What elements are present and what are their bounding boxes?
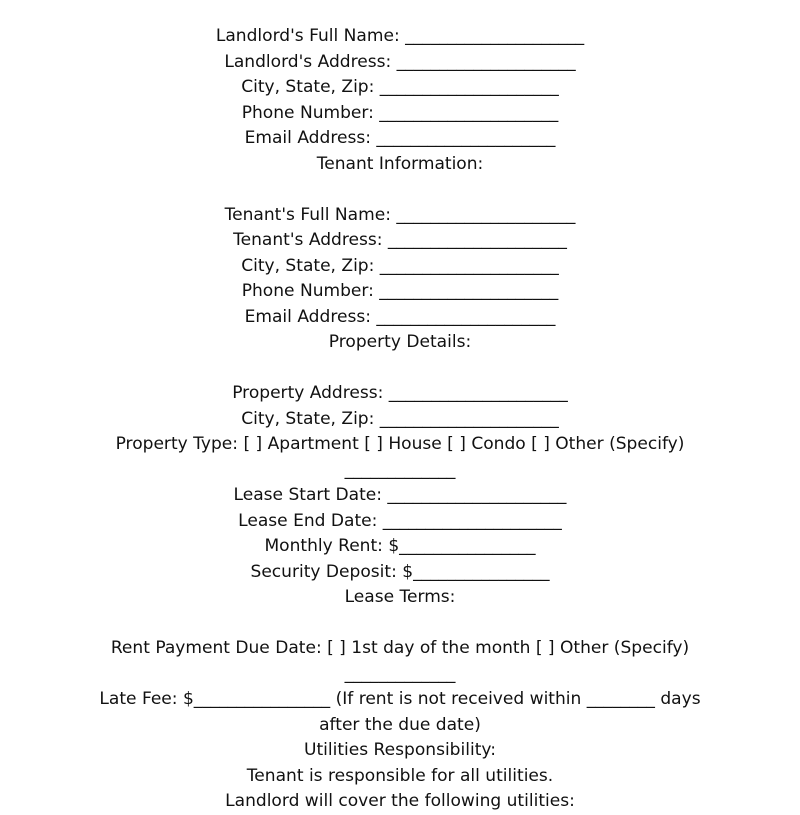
property-details-heading: Property Details: — [328, 332, 472, 352]
property-type-options[interactable]: Property Type: [ ] Apartment [ ] House [ ] Condo [ ] Other (Specify) — [115, 434, 685, 454]
property-address-field[interactable]: Property Address: _____________________ — [232, 383, 568, 403]
tenant-address-field[interactable]: Tenant's Address: _____________________ — [233, 230, 567, 250]
property-city-state-zip-field[interactable]: City, State, Zip: _____________________ — [241, 408, 559, 429]
tenant-full-name-field[interactable]: Tenant's Full Name: _____________________ — [224, 204, 576, 225]
utilities-landlord-line: Landlord will cover the following utilities: — [225, 791, 575, 811]
tenant-city-state-zip-field[interactable]: City, State, Zip: _____________________ — [241, 255, 559, 276]
lease-terms-heading: Lease Terms: — [344, 587, 456, 607]
tenant-phone-field[interactable]: Phone Number: _____________________ — [241, 281, 559, 301]
security-deposit-field[interactable]: Security Deposit: $________________ — [250, 561, 550, 582]
lease-start-date-field[interactable]: Lease Start Date: _____________________ — [233, 485, 567, 505]
tenant-email-field[interactable]: Email Address: _____________________ — [244, 306, 556, 327]
utilities-tenant-line: Tenant is responsible for all utilities. — [246, 765, 554, 786]
rent-due-date-options[interactable]: Rent Payment Due Date: [ ] 1st day of the month [ ] Other (Specify) — [110, 638, 690, 658]
property-type-specify-field[interactable]: _____________ — [344, 459, 456, 480]
lease-end-date-field[interactable]: Lease End Date: _____________________ — [238, 510, 562, 531]
late-fee-field[interactable]: Late Fee: $________________ (If rent is not received within ________ days — [99, 689, 701, 709]
lease-form — [0, 24, 800, 815]
landlord-phone-field[interactable]: Phone Number: _____________________ — [241, 102, 559, 123]
rent-due-date-specify-field[interactable]: _____________ — [344, 663, 456, 684]
landlord-email-field[interactable]: Email Address: _____________________ — [244, 128, 556, 148]
landlord-full-name-field[interactable]: Landlord's Full Name: _____________________ — [215, 26, 585, 46]
spacer — [0, 177, 800, 203]
utilities-heading: Utilities Responsibility: — [303, 740, 496, 760]
landlord-address-field[interactable]: Landlord's Address: _____________________ — [224, 51, 576, 72]
tenant-info-heading: Tenant Information: — [316, 153, 484, 174]
late-fee-continuation: after the due date) — [319, 714, 481, 735]
landlord-city-state-zip-field[interactable]: City, State, Zip: _____________________ — [241, 77, 559, 97]
spacer — [0, 356, 800, 382]
spacer — [0, 611, 800, 637]
monthly-rent-field[interactable]: Monthly Rent: $________________ — [264, 536, 536, 556]
